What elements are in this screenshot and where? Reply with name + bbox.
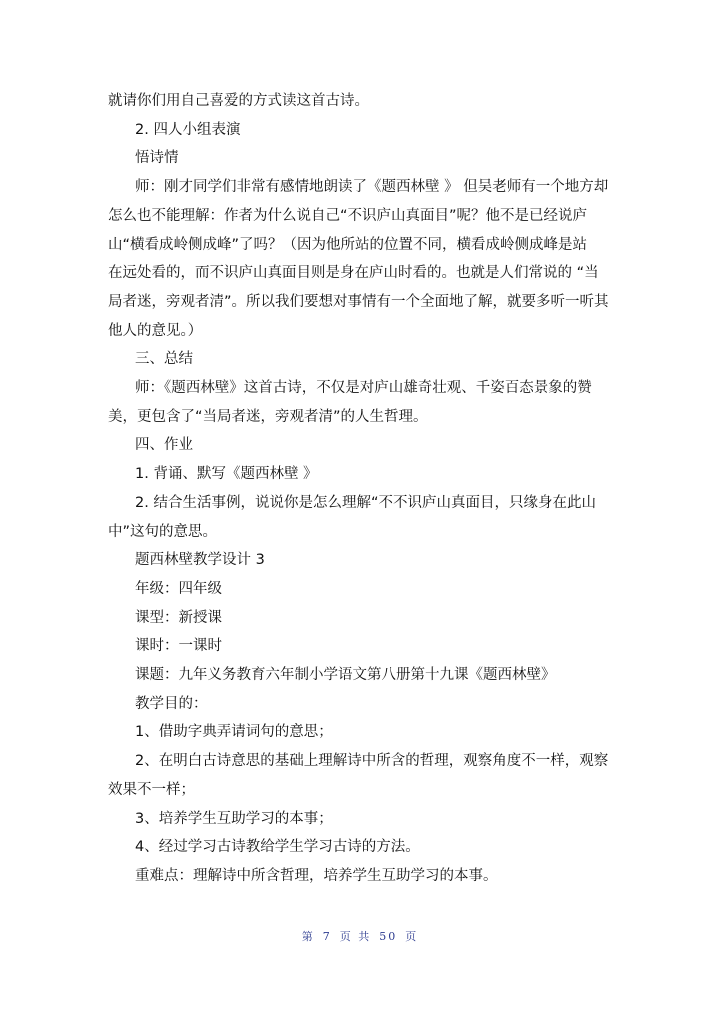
text-line: 三、总结 — [135, 351, 193, 368]
footer-suffix: 页 — [405, 930, 419, 943]
text-line: 2. 结合生活事例，说说你是怎么理解“不不识庐山真面目，只缘身在此山 — [135, 494, 596, 511]
text-line: 教学目的： — [135, 695, 208, 712]
text-line: 年级：四年级 — [135, 580, 222, 597]
text-line: 他人的意见。） — [108, 322, 203, 339]
text-line: 2. 四人小组表演 — [135, 121, 241, 138]
text-line: 山“横看成岭侧成峰”了吗？（因为他所站的位置不同，横看成岭侧成峰是站 — [108, 236, 588, 253]
text-line: 美，更包含了“当局者迷，旁观者清”的人生哲理。 — [108, 408, 428, 425]
text-line: 师：《题西林壁》这首古诗，不仅是对庐山雄奇壮观、千姿百态景象的赞 — [135, 380, 592, 397]
text-line: 课题：九年义务教育六年制小学语文第八册第十九课《题西林壁》 — [135, 667, 556, 684]
footer-page-number: 7 — [322, 930, 332, 943]
page-footer — [0, 928, 720, 944]
text-line: 四、作业 — [135, 437, 193, 454]
footer-total-pages: 50 — [379, 930, 398, 943]
footer-middle: 页 共 — [339, 930, 372, 943]
text-line: 师：刚才同学们非常有感情地朗读了《题西林壁 》 但吴老师有一个地方却 — [135, 179, 609, 196]
text-line: 1、借助字典弄请词句的意思； — [135, 724, 333, 741]
text-line: 2、在明白古诗意思的基础上理解诗中所含的哲理，观察角度不一样，观察 — [135, 753, 609, 770]
text-line: 1. 背诵、默写《题西林壁 》 — [135, 466, 318, 483]
text-line: 3、培养学生互助学习的本事； — [135, 810, 333, 827]
text-line: 在远处看的，而不识庐山真面目则是身在庐山时看的。也就是人们常说的 “当 — [108, 265, 599, 282]
text-line: 4、经过学习古诗教给学生学习古诗的方法。 — [135, 839, 420, 856]
text-line: 题西林壁教学设计 3 — [135, 552, 265, 569]
text-line: 中”这句的意思。 — [108, 523, 218, 540]
text-line: 课时：一课时 — [135, 638, 222, 655]
text-line: 怎么也不能理解：作者为什么说自己“不识庐山真面目”呢？他不是已经说庐 — [108, 207, 588, 224]
text-line: 悟诗情 — [135, 150, 179, 167]
text-line: 课型：新授课 — [135, 609, 222, 626]
footer-prefix: 第 — [301, 930, 315, 943]
text-line: 效果不一样； — [108, 781, 195, 798]
text-line: 就请你们用自己喜爱的方式读这首古诗。 — [108, 93, 369, 109]
document-body — [108, 87, 608, 891]
text-line: 重难点：理解诗中所含哲理，培养学生互助学习的本事。 — [135, 867, 498, 884]
text-line: 局者迷，旁观者清”。所以我们要想对事情有一个全面地了解，就要多听一听其 — [108, 293, 609, 310]
